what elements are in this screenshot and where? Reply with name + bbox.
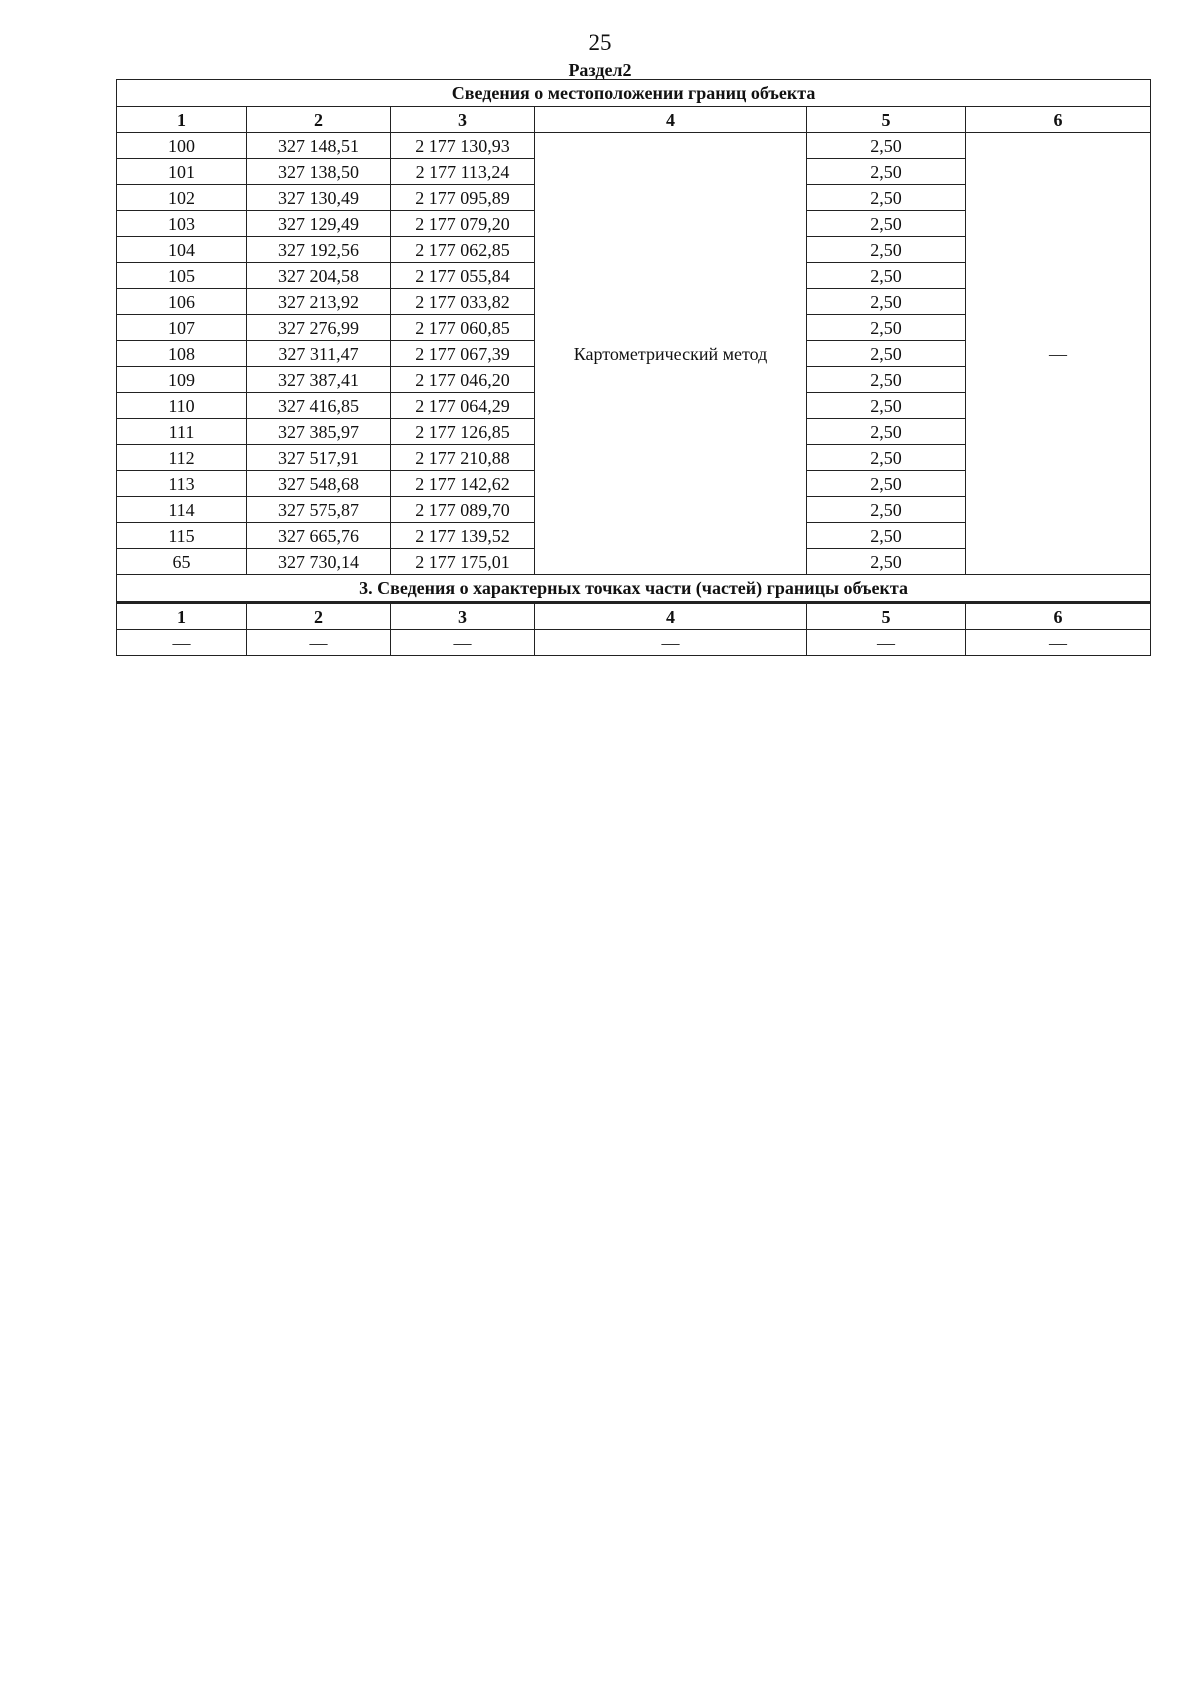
table-row [117,630,1151,656]
y-coordinate-cell: 2 177 126,85 [391,419,535,445]
y-coordinate-cell: 2 177 139,52 [391,523,535,549]
x-coordinate-cell: 327 148,51 [247,133,391,159]
column-header: 6 [966,603,1151,630]
x-coordinate-cell: 327 387,41 [247,367,391,393]
x-coordinate-cell: 327 311,47 [247,341,391,367]
x-coordinate-cell: 327 213,92 [247,289,391,315]
y-coordinate-cell: 2 177 067,39 [391,341,535,367]
y-coordinate-cell: 2 177 055,84 [391,263,535,289]
y-coordinate-cell: 2 177 060,85 [391,315,535,341]
empty-value-cell: — [535,630,807,656]
point-number-cell: 101 [117,159,247,185]
empty-value-cell: — [247,630,391,656]
column-header: 5 [807,107,966,133]
point-number-cell: 105 [117,263,247,289]
accuracy-cell: 2,50 [807,133,966,159]
x-coordinate-cell: 327 730,14 [247,549,391,575]
point-number-cell: 109 [117,367,247,393]
x-coordinate-cell: 327 665,76 [247,523,391,549]
table-body [117,80,1151,656]
table1-caption-row [117,80,1151,107]
y-coordinate-cell: 2 177 033,82 [391,289,535,315]
y-coordinate-cell: 2 177 142,62 [391,471,535,497]
x-coordinate-cell: 327 192,56 [247,237,391,263]
accuracy-cell: 2,50 [807,445,966,471]
page-number: 25 [588,30,612,55]
accuracy-cell: 2,50 [807,471,966,497]
point-number-cell: 111 [117,419,247,445]
column-header: 1 [117,107,247,133]
y-coordinate-cell: 2 177 089,70 [391,497,535,523]
x-coordinate-cell: 327 517,91 [247,445,391,471]
table2-caption: 3. Сведения о характерных точках части (частей) границы объекта [117,575,1151,603]
x-coordinate-cell: 327 204,58 [247,263,391,289]
table1-caption: Сведения о местоположении границ объекта [117,80,1151,107]
x-coordinate-cell: 327 129,49 [247,211,391,237]
x-coordinate-cell: 327 276,99 [247,315,391,341]
column-header: 3 [391,603,535,630]
point-number-cell: 65 [117,549,247,575]
accuracy-cell: 2,50 [807,185,966,211]
table-row [117,133,1151,159]
boundary-coordinates-table [116,79,1151,656]
point-number-cell: 113 [117,471,247,497]
x-coordinate-cell: 327 416,85 [247,393,391,419]
point-number-cell: 102 [117,185,247,211]
point-number-cell: 115 [117,523,247,549]
y-coordinate-cell: 2 177 062,85 [391,237,535,263]
point-number-cell: 100 [117,133,247,159]
y-coordinate-cell: 2 177 095,89 [391,185,535,211]
accuracy-cell: 2,50 [807,211,966,237]
accuracy-cell: 2,50 [807,263,966,289]
column-header: 2 [247,603,391,630]
accuracy-cell: 2,50 [807,315,966,341]
table1-header-row [117,107,1151,133]
point-number-cell: 104 [117,237,247,263]
column-header: 3 [391,107,535,133]
accuracy-cell: 2,50 [807,549,966,575]
point-number-cell: 112 [117,445,247,471]
empty-value-cell: — [117,630,247,656]
section-title: Раздел2 [568,60,632,80]
table2-header-row [117,603,1151,630]
description-cell: — [966,133,1151,575]
accuracy-cell: 2,50 [807,497,966,523]
y-coordinate-cell: 2 177 079,20 [391,211,535,237]
column-header: 2 [247,107,391,133]
method-cell: Картометрический метод [535,133,807,575]
accuracy-cell: 2,50 [807,419,966,445]
y-coordinate-cell: 2 177 210,88 [391,445,535,471]
y-coordinate-cell: 2 177 175,01 [391,549,535,575]
column-header: 1 [117,603,247,630]
accuracy-cell: 2,50 [807,289,966,315]
x-coordinate-cell: 327 138,50 [247,159,391,185]
accuracy-cell: 2,50 [807,523,966,549]
point-number-cell: 103 [117,211,247,237]
x-coordinate-cell: 327 130,49 [247,185,391,211]
y-coordinate-cell: 2 177 113,24 [391,159,535,185]
point-number-cell: 108 [117,341,247,367]
y-coordinate-cell: 2 177 130,93 [391,133,535,159]
y-coordinate-cell: 2 177 046,20 [391,367,535,393]
point-number-cell: 110 [117,393,247,419]
x-coordinate-cell: 327 385,97 [247,419,391,445]
accuracy-cell: 2,50 [807,159,966,185]
y-coordinate-cell: 2 177 064,29 [391,393,535,419]
accuracy-cell: 2,50 [807,341,966,367]
point-number-cell: 114 [117,497,247,523]
column-header: 6 [966,107,1151,133]
empty-value-cell: — [807,630,966,656]
x-coordinate-cell: 327 575,87 [247,497,391,523]
table2-caption-row [117,575,1151,603]
column-header: 4 [535,603,807,630]
empty-value-cell: — [966,630,1151,656]
point-number-cell: 106 [117,289,247,315]
accuracy-cell: 2,50 [807,393,966,419]
accuracy-cell: 2,50 [807,367,966,393]
empty-value-cell: — [391,630,535,656]
x-coordinate-cell: 327 548,68 [247,471,391,497]
point-number-cell: 107 [117,315,247,341]
accuracy-cell: 2,50 [807,237,966,263]
column-header: 5 [807,603,966,630]
column-header: 4 [535,107,807,133]
